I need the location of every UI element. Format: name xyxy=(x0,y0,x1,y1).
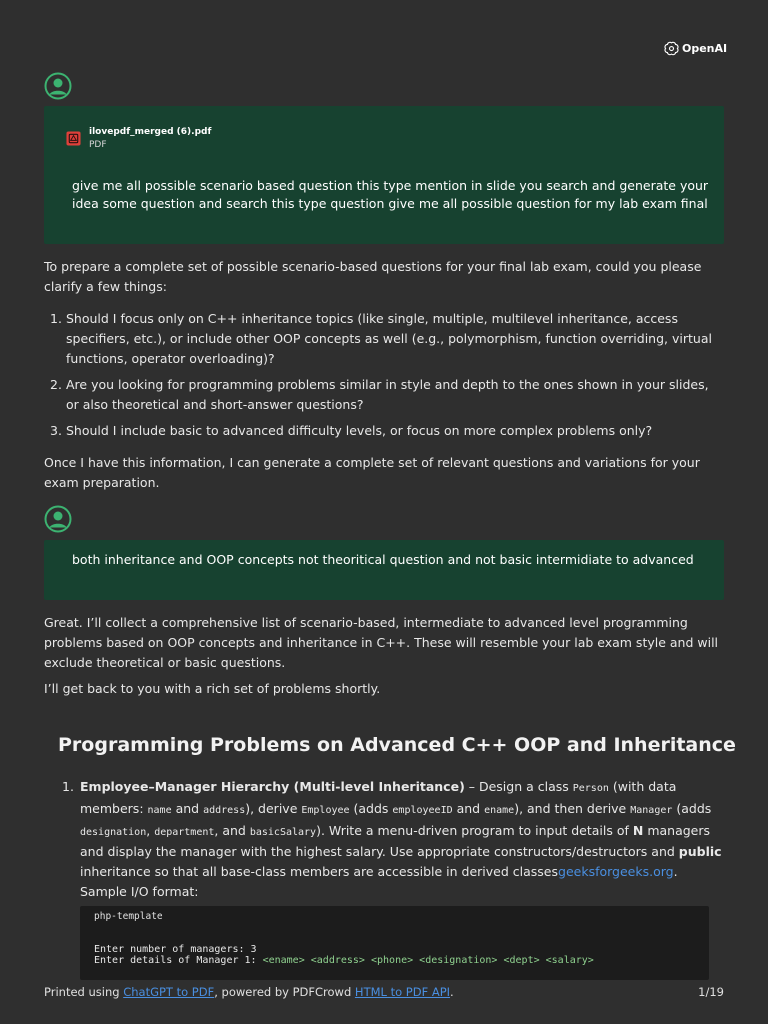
openai-logo-icon xyxy=(664,41,679,56)
user-message-1 xyxy=(44,106,724,244)
user-message-text: both inheritance and OOP concepts not theoritical question and not basic intermidiate to advanced xyxy=(72,552,694,567)
source-link[interactable]: geeksforgeeks.org xyxy=(558,864,674,880)
code-block xyxy=(80,906,709,980)
problem-item xyxy=(62,777,722,902)
assistant-reply-paragraph: Great. I’ll collect a comprehensive list of scenario-based, intermediate to advanced level programming problems based on OOP concepts and inheritance in C++. These will resemble your lab exam style and will exclude theoretical or basic questions. xyxy=(44,615,719,670)
user-message-2 xyxy=(44,540,724,600)
report-heading: Programming Problems on Advanced C++ OOP and Inheritance xyxy=(58,734,736,756)
assistant-reply-paragraph: I’ll get back to you with a rich set of problems shortly. xyxy=(44,681,381,696)
clarify-question-list xyxy=(44,309,724,447)
openai-brand xyxy=(664,41,727,56)
chatgpt-to-pdf-link[interactable]: ChatGPT to PDF xyxy=(123,985,215,999)
user-avatar-icon xyxy=(44,72,72,100)
code-language-label: php-template xyxy=(94,911,163,922)
brand-name: OpenAI xyxy=(682,42,728,55)
problem-body: Employee–Manager Hierarchy (Multi-level Inheritance) – Design a class Person (with data members: name and address), derive Employee (adds employeeID and ename), and then derive Manager (adds designation, department, and basicSalary). Write a menu-driven program to input details of N managers and display the manager with the highest salary. Use appropriate constructors/destructors and public inheritance so that all base-class members are accessible in derived classesgeeksforgeeks.org. Sample I/O format: xyxy=(80,779,722,899)
problem-title: Employee–Manager Hierarchy (Multi-level Inheritance) xyxy=(80,779,465,794)
user-avatar-icon xyxy=(44,505,72,533)
print-footer: Printed using ChatGPT to PDF, powered by PDFCrowd HTML to PDF API. 1/19 xyxy=(44,985,724,999)
attachment-type: PDF xyxy=(89,140,107,150)
html-to-pdf-api-link[interactable]: HTML to PDF API xyxy=(354,985,451,999)
list-item: 1. Should I focus only on C++ inheritance topics (like single, multiple, multilevel inheritance, access specifiers, etc.), or include other OOP concepts as well (e.g., polymorphism, function overriding, virtual functions, operator overloading)? xyxy=(50,311,712,366)
user-message-text: give me all possible scenario based question this type mention in slide you search and generate your idea some question and search this type question give me all possible question for my lab exam final xyxy=(72,178,709,211)
list-item: 3. Should I include basic to advanced difficulty levels, or focus on more complex problems only? xyxy=(50,423,653,438)
problem-number: 1. xyxy=(62,779,74,794)
assistant-intro: To prepare a complete set of possible scenario-based questions for your final lab exam, could you please clarify a few things: xyxy=(44,259,702,294)
list-item: 2. Are you looking for programming problems similar in style and depth to the ones shown in your slides, or also theoretical and short-answer questions? xyxy=(50,377,709,412)
page-number: 1/19 xyxy=(698,985,724,999)
pdf-file-icon xyxy=(66,131,81,146)
attachment-name: ilovepdf_merged (6).pdf xyxy=(89,127,212,137)
pdf-attachment[interactable] xyxy=(66,125,211,152)
assistant-outro: Once I have this information, I can generate a complete set of relevant questions and variations for your exam preparation. xyxy=(44,455,700,490)
code-line: Enter number of managers: 3 xyxy=(94,944,257,955)
code-line: Enter details of Manager 1: <ename> <address> <phone> <designation> <dept> <salary> xyxy=(94,955,594,966)
